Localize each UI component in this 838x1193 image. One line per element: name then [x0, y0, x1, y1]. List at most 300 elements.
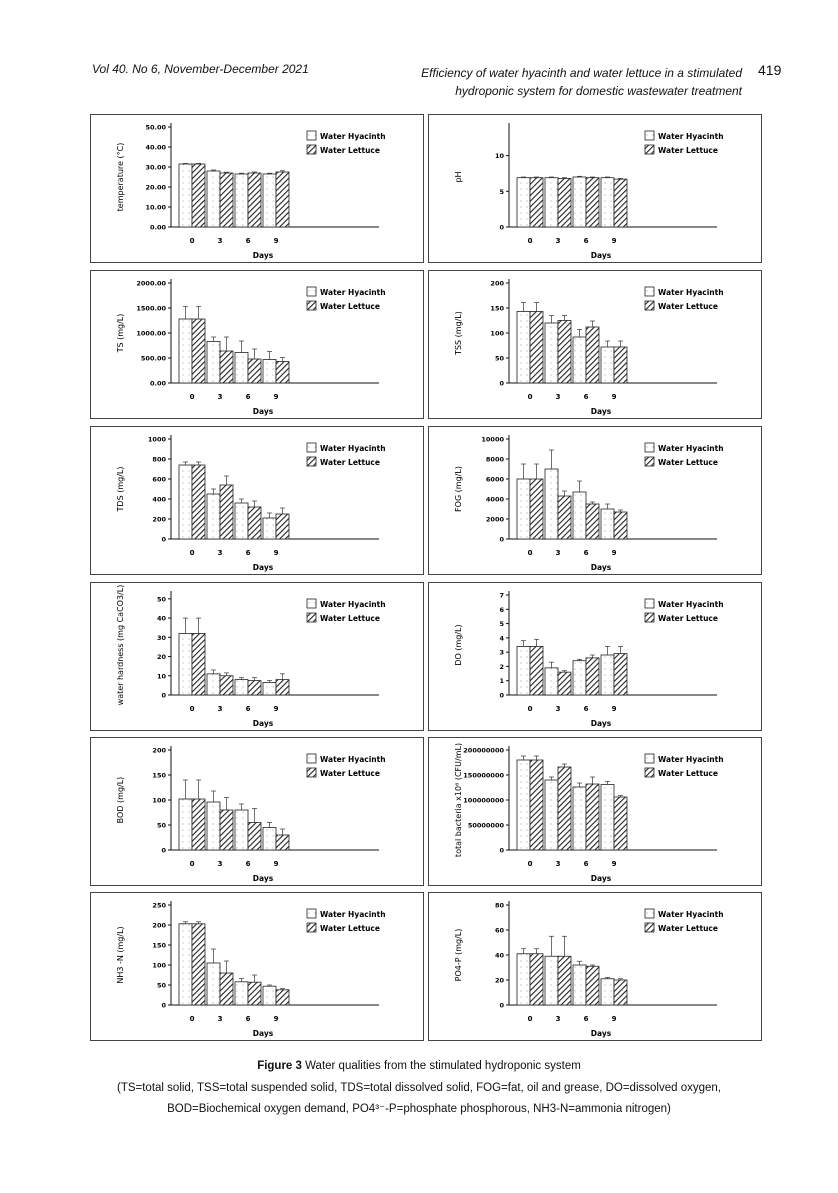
chart-svg	[91, 583, 425, 732]
y-tick-label: 150	[152, 941, 166, 950]
x-tick-label: 9	[273, 237, 279, 245]
y-tick-label: 3	[499, 648, 504, 657]
y-axis-label: BOD (mg/L)	[116, 776, 125, 824]
bar-water-hyacinth	[235, 174, 248, 227]
x-tick-label: 9	[611, 860, 617, 868]
bar-water-hyacinth	[517, 760, 530, 850]
bar-water-lettuce	[530, 954, 543, 1005]
x-tick-label: 9	[273, 549, 279, 557]
chart-panel-ts	[90, 270, 424, 419]
y-tick-label: 10	[156, 672, 166, 681]
x-tick-label: 3	[217, 393, 223, 401]
bar-water-hyacinth	[207, 963, 220, 1005]
legend-swatch-water-hyacinth	[645, 909, 654, 918]
x-tick-label: 6	[245, 393, 251, 401]
bar-water-lettuce	[614, 347, 627, 383]
y-tick-label: 50	[156, 595, 166, 604]
running-header-left: Vol 40. No 6, November-December 2021	[92, 62, 309, 76]
x-tick-label: 9	[611, 549, 617, 557]
y-tick-label: 6	[499, 605, 504, 614]
x-tick-label: 3	[555, 393, 561, 401]
x-tick-label: 6	[583, 860, 589, 868]
figure-abbreviations-line1: (TS=total solid, TSS=total suspended solid, TDS=total dissolved solid, FOG=fat, oil and grease, DO=dissolved oxygen,	[117, 1082, 721, 1094]
legend-label-water-hyacinth: Water Hyacinth	[320, 755, 386, 764]
bar-water-lettuce	[614, 797, 627, 850]
x-axis-label: Days	[252, 874, 274, 883]
bar-water-lettuce	[558, 767, 571, 850]
legend-swatch-water-hyacinth	[645, 754, 654, 763]
x-axis-label: Days	[252, 563, 274, 572]
bar-water-hyacinth	[179, 633, 192, 695]
bar-water-lettuce	[276, 680, 289, 695]
x-tick-label: 9	[611, 1015, 617, 1023]
y-tick-label: 20.00	[145, 183, 166, 192]
y-tick-label: 50	[156, 981, 166, 990]
y-tick-label: 10	[494, 152, 504, 161]
chart-svg	[429, 583, 763, 732]
x-tick-label: 3	[555, 237, 561, 245]
y-tick-label: 80	[494, 901, 504, 910]
bar-water-lettuce	[586, 966, 599, 1005]
y-axis-label: pH	[454, 171, 463, 183]
y-tick-label: 50000000	[467, 821, 504, 830]
bar-water-lettuce	[248, 173, 261, 227]
chart-svg	[91, 738, 425, 887]
legend-label-water-lettuce: Water Lettuce	[658, 614, 718, 623]
chart-svg	[429, 893, 763, 1042]
x-tick-label: 9	[273, 705, 279, 713]
x-tick-label: 6	[583, 549, 589, 557]
bar-water-lettuce	[276, 172, 289, 227]
legend-label-water-hyacinth: Water Hyacinth	[658, 444, 724, 453]
page-number: 419	[758, 62, 782, 78]
y-tick-label: 100	[490, 329, 504, 338]
legend-swatch-water-lettuce	[307, 768, 316, 777]
bar-water-hyacinth	[179, 465, 192, 539]
x-axis-label: Days	[252, 719, 274, 728]
legend-swatch-water-lettuce	[307, 145, 316, 154]
y-tick-label: 0.00	[149, 379, 166, 388]
bar-water-lettuce	[276, 514, 289, 539]
y-tick-label: 200	[152, 746, 166, 755]
x-axis-label: Days	[590, 874, 612, 883]
chart-panel-hardness	[90, 582, 424, 731]
bar-water-lettuce	[248, 681, 261, 695]
chart-panel-ph	[428, 114, 762, 263]
running-header-right	[362, 64, 742, 100]
bar-water-hyacinth	[517, 954, 530, 1005]
bar-water-hyacinth	[573, 661, 586, 695]
y-axis-label: TSS (mg/L)	[454, 311, 463, 355]
y-tick-label: 200000000	[463, 746, 504, 755]
y-tick-label: 30	[156, 633, 166, 642]
x-tick-label: 0	[189, 860, 195, 868]
legend-label-water-lettuce: Water Lettuce	[320, 614, 380, 623]
legend-label-water-lettuce: Water Lettuce	[658, 769, 718, 778]
bar-water-lettuce	[220, 485, 233, 539]
x-tick-label: 3	[555, 705, 561, 713]
y-tick-label: 0.00	[149, 223, 166, 232]
legend-swatch-water-lettuce	[645, 457, 654, 466]
bar-water-hyacinth	[207, 342, 220, 384]
y-tick-label: 0	[499, 1001, 504, 1010]
bar-water-hyacinth	[263, 828, 276, 851]
y-tick-label: 8000	[485, 455, 504, 464]
legend-label-water-hyacinth: Water Hyacinth	[658, 132, 724, 141]
bar-water-lettuce	[614, 512, 627, 539]
y-tick-label: 0	[499, 535, 504, 544]
y-tick-label: 2000.00	[136, 279, 166, 288]
bar-water-hyacinth	[179, 924, 192, 1005]
y-tick-label: 0	[499, 691, 504, 700]
bar-water-lettuce	[192, 924, 205, 1005]
y-tick-label: 150	[152, 771, 166, 780]
figure-caption	[60, 1056, 778, 1077]
y-tick-label: 50	[156, 821, 166, 830]
legend-swatch-water-hyacinth	[645, 599, 654, 608]
bar-water-hyacinth	[263, 360, 276, 384]
y-tick-label: 200	[152, 921, 166, 930]
chart-svg	[91, 893, 425, 1042]
x-tick-label: 0	[527, 860, 533, 868]
legend-swatch-water-lettuce	[307, 301, 316, 310]
legend-swatch-water-lettuce	[645, 923, 654, 932]
bar-water-hyacinth	[235, 982, 248, 1005]
legend-label-water-hyacinth: Water Hyacinth	[658, 600, 724, 609]
legend-swatch-water-hyacinth	[307, 754, 316, 763]
y-tick-label: 0	[499, 846, 504, 855]
bar-water-lettuce	[192, 465, 205, 539]
x-tick-label: 3	[217, 237, 223, 245]
running-header-title-line1: Efficiency of water hyacinth and water lettuce in a stimulated	[421, 66, 742, 80]
x-tick-label: 3	[217, 860, 223, 868]
bar-water-hyacinth	[573, 965, 586, 1005]
x-tick-label: 9	[273, 860, 279, 868]
y-axis-label: TDS (mg/L)	[116, 466, 125, 512]
bar-water-hyacinth	[601, 785, 614, 851]
x-tick-label: 9	[611, 237, 617, 245]
bar-water-hyacinth	[235, 353, 248, 384]
legend-label-water-lettuce: Water Lettuce	[320, 146, 380, 155]
bar-water-lettuce	[530, 178, 543, 227]
y-tick-label: 10.00	[145, 203, 166, 212]
x-tick-label: 6	[583, 705, 589, 713]
x-tick-label: 3	[555, 1015, 561, 1023]
legend-label-water-hyacinth: Water Hyacinth	[658, 910, 724, 919]
bar-water-lettuce	[586, 784, 599, 850]
y-tick-label: 7	[499, 591, 504, 600]
x-axis-label: Days	[590, 563, 612, 572]
bar-water-hyacinth	[235, 503, 248, 539]
x-tick-label: 6	[245, 1015, 251, 1023]
chart-panel-nh3	[90, 892, 424, 1041]
bar-water-hyacinth	[545, 323, 558, 383]
chart-panel-temperature	[90, 114, 424, 263]
bar-water-lettuce	[586, 327, 599, 383]
figure-label: Figure 3	[257, 1060, 302, 1072]
bar-water-lettuce	[276, 362, 289, 384]
bar-water-hyacinth	[517, 479, 530, 539]
x-tick-label: 6	[245, 549, 251, 557]
bar-water-lettuce	[558, 956, 571, 1005]
y-axis-label: temperature (°C)	[116, 142, 125, 212]
bar-water-lettuce	[220, 173, 233, 227]
y-tick-label: 0	[161, 535, 166, 544]
bar-water-lettuce	[220, 351, 233, 383]
bar-water-hyacinth	[601, 178, 614, 227]
y-tick-label: 6000	[485, 475, 504, 484]
y-tick-label: 50.00	[145, 123, 166, 132]
bar-water-lettuce	[614, 654, 627, 695]
x-axis-label: Days	[590, 251, 612, 260]
bar-water-hyacinth	[573, 177, 586, 227]
chart-panel-tss	[428, 270, 762, 419]
y-tick-label: 2	[499, 662, 504, 671]
x-tick-label: 6	[245, 705, 251, 713]
legend-label-water-hyacinth: Water Hyacinth	[658, 755, 724, 764]
legend-label-water-lettuce: Water Lettuce	[658, 924, 718, 933]
legend-label-water-lettuce: Water Lettuce	[320, 924, 380, 933]
y-tick-label: 50	[494, 354, 504, 363]
bar-water-lettuce	[248, 982, 261, 1005]
bar-water-lettuce	[614, 179, 627, 227]
y-tick-label: 10000	[481, 435, 504, 444]
legend-label-water-hyacinth: Water Hyacinth	[658, 288, 724, 297]
y-axis-label: DO (mg/L)	[454, 624, 463, 666]
bar-water-lettuce	[220, 810, 233, 850]
bar-water-hyacinth	[601, 347, 614, 383]
x-tick-label: 6	[583, 1015, 589, 1023]
y-tick-label: 150	[490, 304, 504, 313]
legend-swatch-water-lettuce	[307, 613, 316, 622]
x-axis-label: Days	[590, 1029, 612, 1038]
running-header-title-line2: hydroponic system for domestic wastewater treatment	[455, 84, 742, 98]
legend-swatch-water-hyacinth	[645, 287, 654, 296]
x-tick-label: 0	[189, 1015, 195, 1023]
bar-water-lettuce	[530, 312, 543, 384]
bar-water-hyacinth	[263, 986, 276, 1005]
x-axis-label: Days	[590, 407, 612, 416]
chart-panel-tds	[90, 426, 424, 575]
bar-water-lettuce	[586, 504, 599, 539]
legend-label-water-lettuce: Water Lettuce	[658, 458, 718, 467]
y-tick-label: 200	[490, 279, 504, 288]
bar-water-hyacinth	[573, 492, 586, 539]
y-tick-label: 800	[152, 455, 166, 464]
bar-water-hyacinth	[207, 494, 220, 539]
x-tick-label: 9	[273, 393, 279, 401]
bar-water-lettuce	[558, 496, 571, 539]
x-axis-label: Days	[252, 1029, 274, 1038]
legend-label-water-hyacinth: Water Hyacinth	[320, 132, 386, 141]
legend-label-water-hyacinth: Water Hyacinth	[320, 444, 386, 453]
y-tick-label: 4	[499, 634, 504, 643]
x-tick-label: 9	[611, 705, 617, 713]
legend-label-water-hyacinth: Water Hyacinth	[320, 600, 386, 609]
y-tick-label: 30.00	[145, 163, 166, 172]
y-tick-label: 150000000	[463, 771, 504, 780]
y-tick-label: 1	[499, 677, 504, 686]
y-tick-label: 40	[156, 614, 166, 623]
bar-water-lettuce	[558, 672, 571, 695]
x-axis-label: Days	[590, 719, 612, 728]
y-tick-label: 1500.00	[136, 304, 166, 313]
y-tick-label: 0	[499, 223, 504, 232]
x-tick-label: 0	[189, 705, 195, 713]
bar-water-hyacinth	[517, 178, 530, 227]
bar-water-hyacinth	[235, 810, 248, 850]
bar-water-lettuce	[192, 633, 205, 695]
bar-water-hyacinth	[235, 680, 248, 695]
x-tick-label: 0	[527, 549, 533, 557]
legend-swatch-water-lettuce	[645, 768, 654, 777]
y-tick-label: 20	[156, 653, 166, 662]
legend-swatch-water-lettuce	[307, 457, 316, 466]
bar-water-lettuce	[192, 164, 205, 227]
bar-water-hyacinth	[601, 509, 614, 539]
chart-panel-fog	[428, 426, 762, 575]
legend-swatch-water-lettuce	[307, 923, 316, 932]
y-tick-label: 40	[494, 951, 504, 960]
legend-swatch-water-hyacinth	[645, 443, 654, 452]
chart-panel-po4	[428, 892, 762, 1041]
bar-water-hyacinth	[263, 174, 276, 227]
figure-title: Water qualities from the stimulated hydroponic system	[301, 1060, 581, 1072]
x-axis-label: Days	[252, 407, 274, 416]
bar-water-lettuce	[276, 990, 289, 1005]
legend-swatch-water-hyacinth	[307, 599, 316, 608]
x-tick-label: 0	[527, 237, 533, 245]
x-axis-label: Days	[252, 251, 274, 260]
bar-water-hyacinth	[517, 312, 530, 384]
x-tick-label: 0	[189, 393, 195, 401]
legend-label-water-hyacinth: Water Hyacinth	[320, 288, 386, 297]
bar-water-lettuce	[530, 479, 543, 539]
legend-swatch-water-hyacinth	[307, 131, 316, 140]
y-tick-label: 4000	[485, 495, 504, 504]
bar-water-lettuce	[558, 321, 571, 384]
legend-swatch-water-lettuce	[645, 301, 654, 310]
legend-swatch-water-hyacinth	[307, 287, 316, 296]
bar-water-hyacinth	[601, 655, 614, 695]
x-tick-label: 0	[189, 237, 195, 245]
legend-label-water-lettuce: Water Lettuce	[320, 458, 380, 467]
y-axis-label: NH3 -N (mg/L)	[116, 926, 125, 984]
y-tick-label: 0	[161, 691, 166, 700]
y-axis-label: FOG (mg/L)	[454, 466, 463, 512]
y-axis-label: water hardness (mg CaCO3/L)	[116, 584, 125, 706]
y-tick-label: 0	[161, 1001, 166, 1010]
bar-water-hyacinth	[179, 164, 192, 227]
y-tick-label: 600	[152, 475, 166, 484]
y-tick-label: 0	[499, 379, 504, 388]
legend-swatch-water-hyacinth	[307, 443, 316, 452]
bar-water-hyacinth	[263, 518, 276, 539]
bar-water-lettuce	[586, 178, 599, 227]
legend-swatch-water-lettuce	[645, 613, 654, 622]
y-tick-label: 100000000	[463, 796, 504, 805]
x-tick-label: 3	[217, 705, 223, 713]
y-axis-label: total bacteria x10⁶ (CFU/mL)	[454, 742, 463, 858]
y-tick-label: 100	[152, 961, 166, 970]
x-tick-label: 6	[245, 860, 251, 868]
chart-svg	[429, 271, 763, 420]
bar-water-hyacinth	[207, 171, 220, 227]
x-tick-label: 0	[527, 393, 533, 401]
bar-water-lettuce	[530, 760, 543, 850]
y-tick-label: 400	[152, 495, 166, 504]
legend-label-water-lettuce: Water Lettuce	[658, 146, 718, 155]
bar-water-lettuce	[558, 178, 571, 227]
bar-water-lettuce	[276, 835, 289, 850]
y-tick-label: 0	[161, 846, 166, 855]
legend-label-water-hyacinth: Water Hyacinth	[320, 910, 386, 919]
bar-water-lettuce	[586, 658, 599, 695]
chart-svg	[91, 271, 425, 420]
y-tick-label: 20	[494, 976, 504, 985]
chart-svg	[91, 115, 425, 264]
chart-panel-bacteria	[428, 737, 762, 886]
legend-label-water-lettuce: Water Lettuce	[658, 302, 718, 311]
y-tick-label: 40.00	[145, 143, 166, 152]
y-tick-label: 1000.00	[136, 329, 166, 338]
y-axis-label: PO4-P (mg/L)	[454, 928, 463, 982]
y-tick-label: 250	[152, 901, 166, 910]
bar-water-hyacinth	[573, 787, 586, 850]
legend-swatch-water-hyacinth	[307, 909, 316, 918]
bar-water-hyacinth	[207, 674, 220, 695]
bar-water-hyacinth	[263, 683, 276, 696]
chart-panel-do	[428, 582, 762, 731]
y-tick-label: 1000	[147, 435, 166, 444]
bar-water-hyacinth	[207, 802, 220, 850]
y-axis-label: TS (mg/L)	[116, 313, 125, 353]
y-tick-label: 100	[152, 796, 166, 805]
bar-water-lettuce	[220, 676, 233, 695]
bar-water-hyacinth	[179, 799, 192, 850]
bar-water-hyacinth	[545, 956, 558, 1005]
bar-water-hyacinth	[179, 319, 192, 383]
x-tick-label: 3	[555, 549, 561, 557]
bar-water-lettuce	[220, 973, 233, 1005]
y-tick-label: 60	[494, 926, 504, 935]
x-tick-label: 6	[245, 237, 251, 245]
x-tick-label: 9	[611, 393, 617, 401]
bar-water-lettuce	[192, 319, 205, 383]
x-tick-label: 6	[583, 393, 589, 401]
x-tick-label: 0	[527, 705, 533, 713]
y-tick-label: 2000	[485, 515, 504, 524]
bar-water-lettuce	[248, 823, 261, 851]
bar-water-lettuce	[192, 799, 205, 850]
x-tick-label: 3	[217, 549, 223, 557]
chart-svg	[91, 427, 425, 576]
legend-swatch-water-hyacinth	[645, 131, 654, 140]
y-tick-label: 200	[152, 515, 166, 524]
bar-water-hyacinth	[601, 979, 614, 1005]
x-tick-label: 6	[583, 237, 589, 245]
bar-water-hyacinth	[517, 646, 530, 695]
x-tick-label: 3	[217, 1015, 223, 1023]
chart-panel-bod	[90, 737, 424, 886]
figure-abbreviations-line2: BOD=Biochemical oxygen demand, PO4³⁻-P=phosphate phosphorous, NH3-N=ammonia nitrogen)	[167, 1103, 671, 1115]
bar-water-hyacinth	[545, 780, 558, 850]
chart-svg	[429, 427, 763, 576]
chart-svg	[429, 115, 763, 264]
y-tick-label: 5	[499, 620, 504, 629]
legend-label-water-lettuce: Water Lettuce	[320, 302, 380, 311]
bar-water-hyacinth	[545, 668, 558, 695]
